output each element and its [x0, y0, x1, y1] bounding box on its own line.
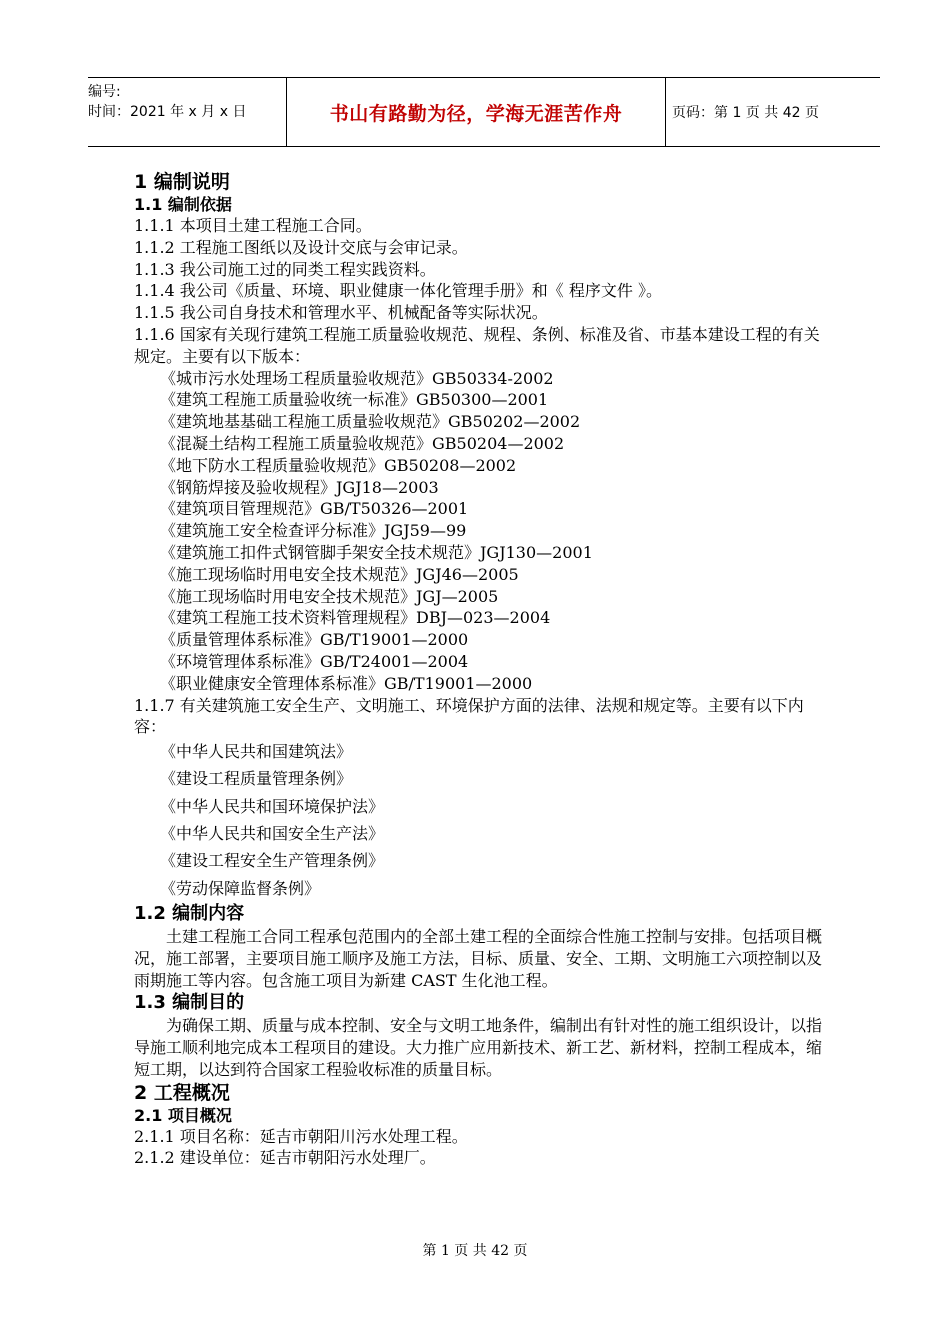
law-item: 《中华人民共和国安全生产法》 — [160, 824, 385, 844]
section-2-title: 2 工程概况 — [134, 1081, 230, 1104]
standard-item: 《钢筋焊接及验收规程》JGJ18—2003 — [160, 477, 439, 497]
list-item: 1.1.1 本项目土建工程施工合同。 — [134, 216, 372, 235]
standard-item: 《建筑工程施工技术资料管理规程》DBJ—023—2004 — [160, 608, 551, 628]
standard-item: 《建筑地基基础工程施工质量验收规范》GB50202—2002 — [160, 412, 581, 432]
doc-time-label: 时间：2021 年 x 月 x 日 — [88, 104, 247, 120]
laws-list — [134, 738, 834, 902]
standard-item: 《质量管理体系标准》GB/T19001—2000 — [160, 630, 469, 650]
section-1-2-title: 1.2 编制内容 — [134, 902, 245, 924]
law-item: 《中华人民共和国环境保护法》 — [160, 796, 385, 816]
standards-list — [134, 368, 834, 695]
law-item: 《建设工程安全生产管理条例》 — [160, 851, 385, 871]
section-1-1-title: 1.1 编制依据 — [134, 195, 232, 214]
standard-item: 《施工现场临时用电安全技术规范》JGJ—2005 — [160, 586, 499, 606]
section-1-3-title: 1.3 编制目的 — [134, 992, 245, 1014]
list-item: 1.1.3 我公司施工过的同类工程实践资料。 — [134, 259, 436, 279]
standard-item: 《环境管理体系标准》GB/T24001—2004 — [160, 651, 469, 671]
standard-item: 《建筑施工扣件式钢管脚手架安全技术规范》JGJ130—2001 — [160, 542, 593, 562]
law-item: 《中华人民共和国建筑法》 — [160, 742, 353, 762]
section-1-3-body: 为确保工期、质量与成本控制、安全与文明工地条件，编制出有针对性的施工组织设计，以指导施工顺利地完成本工程项目的建设。大力推广应用新技术、新工艺、新材料，控制工程成本，缩短工期，以达到符合国家工程验收标准的质量目标。 — [134, 1016, 823, 1079]
list-item: 1.1.7 有关建筑施工安全生产、文明施工、环境保护方面的法律、法规和规定等。主要有以下内容： — [134, 695, 804, 737]
page-footer: 第 1 页 共 42 页 — [422, 1243, 528, 1259]
list-item: 2.1.2 建设单位：延吉市朝阳污水处理厂。 — [134, 1148, 436, 1168]
section-1-title: 1 编制说明 — [134, 171, 230, 193]
standard-item: 《职业健康安全管理体系标准》GB/T19001—2000 — [160, 673, 533, 693]
header-page-label: 页码：第 1 页 共 42 页 — [672, 105, 819, 121]
law-item: 《建设工程质量管理条例》 — [160, 769, 353, 789]
law-item: 《劳动保障监督条例》 — [160, 878, 321, 898]
standard-item: 《建筑项目管理规范》GB/T50326—2001 — [160, 499, 469, 519]
list-item: 2.1.1 项目名称：延吉市朝阳川污水处理工程。 — [134, 1126, 468, 1146]
section-1-2-body: 土建工程施工合同工程承包范围内的全部土建工程的全面综合性施工控制与安排。包括项目概况，施工部署，主要项目施工顺序及施工方法，目标、质量、安全、工期、文明施工六项控制以及雨期施工等内容。包含施工项目为新建 CAST 生化池工程。 — [134, 926, 823, 990]
header-motto: 书山有路勤为径，学海无涯苦作舟 — [286, 78, 666, 146]
list-item: 1.1.6 国家有关现行建筑工程施工质量验收规范、规程、条例、标准及省、市基本建设工程的有关规定。主要有以下版本： — [134, 324, 820, 366]
document-body — [134, 170, 834, 1169]
list-item: 1.1.5 我公司自身技术和管理水平、机械配备等实际状况。 — [134, 303, 548, 323]
doc-number-label: 编号: — [88, 84, 121, 100]
standard-item: 《施工现场临时用电安全技术规范》JGJ46—2005 — [160, 564, 519, 584]
header-meta — [88, 78, 286, 146]
standard-item: 《地下防水工程质量验收规范》GB50208—2002 — [160, 455, 517, 475]
list-item: 1.1.2 工程施工图纸以及设计交底与会审记录。 — [134, 237, 468, 257]
standard-item: 《建筑工程施工质量验收统一标准》GB50300—2001 — [160, 390, 549, 410]
section-2-1-title: 2.1 项目概况 — [134, 1105, 232, 1125]
list-item: 1.1.4 我公司《质量、环境、职业健康一体化管理手册》和《 程序文件 》。 — [134, 281, 662, 301]
standard-item: 《城市污水处理场工程质量验收规范》GB50334-2002 — [160, 368, 554, 388]
standard-item: 《混凝土结构工程施工质量验收规范》GB50204—2002 — [160, 433, 565, 453]
page-header — [88, 77, 880, 147]
standard-item: 《建筑施工安全检查评分标准》JGJ59—99 — [160, 521, 467, 541]
